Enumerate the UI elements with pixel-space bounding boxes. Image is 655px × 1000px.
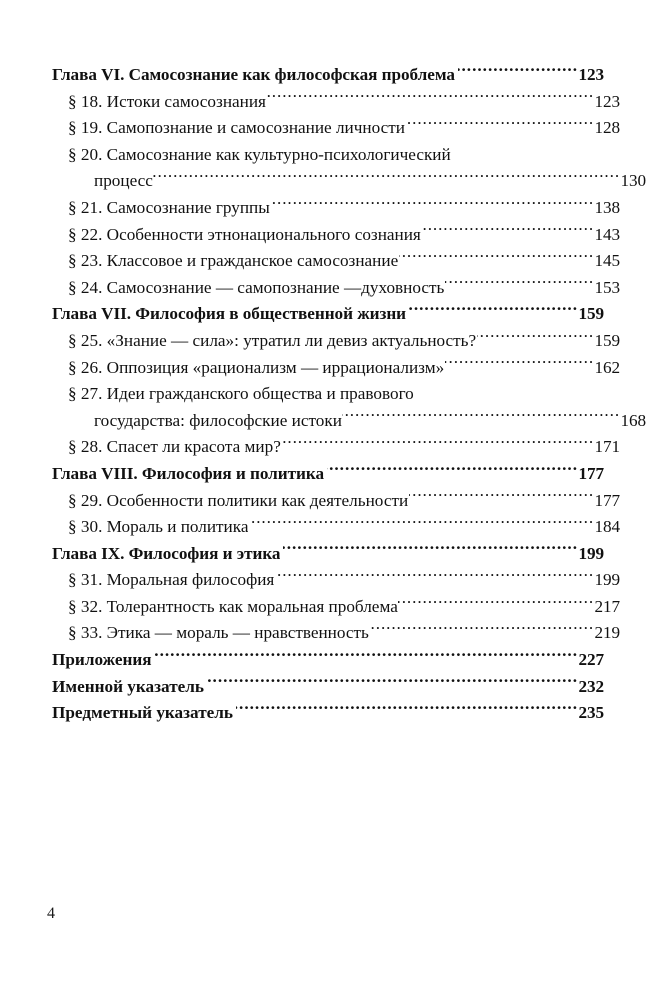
toc-leader-dots	[399, 249, 594, 266]
toc-entry[interactable]	[68, 514, 620, 541]
toc-entry[interactable]	[68, 355, 620, 382]
toc-entry[interactable]	[68, 567, 620, 594]
toc-leader-dots	[153, 169, 620, 186]
toc-leader-dots	[283, 542, 578, 559]
toc-entry[interactable]	[52, 700, 604, 727]
toc-entry-page-number: 217	[594, 596, 620, 616]
toc-entry-page-number: 123	[578, 65, 604, 84]
toc-leader-dots	[275, 568, 594, 585]
toc-entry[interactable]	[68, 488, 620, 515]
toc-entry-page-number: 143	[594, 224, 620, 244]
toc-entry-page-number: 227	[578, 650, 604, 670]
toc-leader-dots	[266, 89, 594, 106]
toc-entry[interactable]	[52, 461, 604, 488]
toc-entry[interactable]	[68, 434, 620, 461]
toc-leader-dots	[445, 355, 594, 372]
toc-leader-dots	[281, 435, 594, 452]
toc-entry-label: Именной указатель	[52, 676, 204, 696]
toc-leader-dots	[270, 196, 594, 213]
toc-leader-dots	[405, 116, 594, 133]
toc-entry-page-number: 177	[594, 490, 620, 510]
toc-entry-label: § 32. Толерантность как моральная проблема	[68, 596, 398, 616]
toc-entry[interactable]	[94, 408, 646, 435]
toc-entry[interactable]	[68, 195, 620, 222]
toc-entry-page-number: 168	[620, 410, 646, 430]
toc-entry-page-number: 128	[594, 118, 620, 138]
toc-entry[interactable]	[68, 594, 620, 621]
toc-entry-label: § 26. Оппозиция «рационализм — иррационализм»	[68, 357, 445, 377]
toc-entry-label: § 21. Самосознание группы	[68, 197, 270, 217]
toc-entry[interactable]	[52, 301, 604, 328]
toc-entry-page-number: 159	[594, 330, 620, 350]
toc-entry-label: § 22. Особенности этнонационального сознания	[68, 224, 421, 244]
toc-leader-dots	[327, 462, 578, 479]
toc-entry-label: Глава IX. Философия и этика	[52, 543, 281, 563]
toc-entry-page-number: 235	[578, 703, 604, 723]
toc-leader-dots	[155, 648, 578, 665]
toc-leader-dots	[477, 329, 594, 346]
toc-entry[interactable]	[94, 168, 646, 195]
toc-entry-label: § 25. «Знание — сила»: утратил ли девиз актуальность?	[68, 330, 477, 350]
toc-entry-label: § 29. Особенности политики как деятельности	[68, 490, 409, 510]
toc-entry[interactable]	[68, 275, 620, 302]
toc-entry-page-number: 159	[578, 304, 604, 324]
table-of-contents	[52, 62, 646, 727]
toc-entry-label: § 27. Идеи гражданского общества и правового	[68, 384, 414, 404]
toc-entry[interactable]	[68, 115, 620, 142]
toc-leader-dots	[421, 222, 594, 239]
toc-entry-page-number: 184	[594, 517, 620, 537]
toc-entry-label: § 20. Самосознание как культурно-психологический	[68, 144, 451, 164]
toc-leader-dots	[458, 63, 578, 80]
toc-entry-label: процесс	[94, 171, 153, 191]
toc-leader-dots	[236, 701, 578, 718]
toc-entry-label: Глава VII. Философия в общественной жизни	[52, 304, 407, 324]
toc-entry-label: Предметный указатель	[52, 703, 234, 723]
toc-entry[interactable]	[68, 328, 620, 355]
toc-entry-label: § 30. Мораль и политика	[68, 517, 249, 537]
toc-entry-label: Глава VI. Самосознание как философская проблема	[52, 65, 455, 84]
toc-entry[interactable]	[68, 89, 620, 116]
toc-entry-label: § 23. Классовое и гражданское самосознание	[68, 251, 399, 271]
toc-entry-label: § 31. Моральная философия	[68, 570, 275, 590]
toc-entry-label: государства: философские истоки	[94, 410, 342, 430]
toc-entry-page-number: 130	[620, 171, 646, 191]
page-folio-number: 4	[47, 905, 55, 922]
toc-entry-label: § 18. Истоки самосознания	[68, 91, 266, 111]
toc-entry[interactable]	[68, 620, 620, 647]
toc-leader-dots	[398, 595, 594, 612]
toc-entry-page-number: 219	[594, 623, 620, 643]
toc-leader-dots	[369, 621, 594, 638]
toc-entry[interactable]	[52, 674, 604, 701]
toc-leader-dots	[207, 674, 578, 691]
toc-leader-dots	[445, 276, 594, 293]
toc-entry-page-number: 177	[578, 463, 604, 483]
toc-entry-label: § 33. Этика — мораль — нравственность	[68, 623, 369, 643]
toc-entry[interactable]	[52, 541, 604, 568]
toc-entry[interactable]	[68, 381, 620, 408]
toc-entry-label: § 24. Самосознание — самопознание —духовность	[68, 277, 445, 297]
toc-entry-page-number: 199	[578, 543, 604, 563]
toc-entry-label: § 28. Спасет ли красота мир?	[68, 437, 281, 457]
toc-leader-dots	[249, 515, 594, 532]
toc-entry[interactable]	[68, 222, 620, 249]
toc-entry-page-number: 138	[594, 197, 620, 217]
toc-entry-page-number: 123	[594, 91, 620, 111]
toc-leader-dots	[409, 302, 578, 319]
toc-entry-label: § 19. Самопознание и самосознание личности	[68, 118, 405, 138]
toc-entry-page-number: 162	[594, 357, 620, 377]
toc-entry-label: Глава VIII. Философия и политика	[52, 463, 324, 483]
toc-leader-dots	[342, 409, 620, 426]
toc-entry[interactable]	[68, 248, 620, 275]
toc-entry[interactable]	[52, 62, 604, 89]
toc-leader-dots	[409, 488, 594, 505]
toc-entry-page-number: 171	[594, 437, 620, 457]
toc-entry-page-number: 153	[594, 277, 620, 297]
toc-entry-page-number: 199	[594, 570, 620, 590]
toc-entry-label: Приложения	[52, 650, 152, 670]
toc-entry-page-number: 232	[578, 676, 604, 696]
toc-entry-page-number: 145	[594, 251, 620, 271]
toc-entry[interactable]	[68, 142, 620, 169]
toc-entry[interactable]	[52, 647, 604, 674]
